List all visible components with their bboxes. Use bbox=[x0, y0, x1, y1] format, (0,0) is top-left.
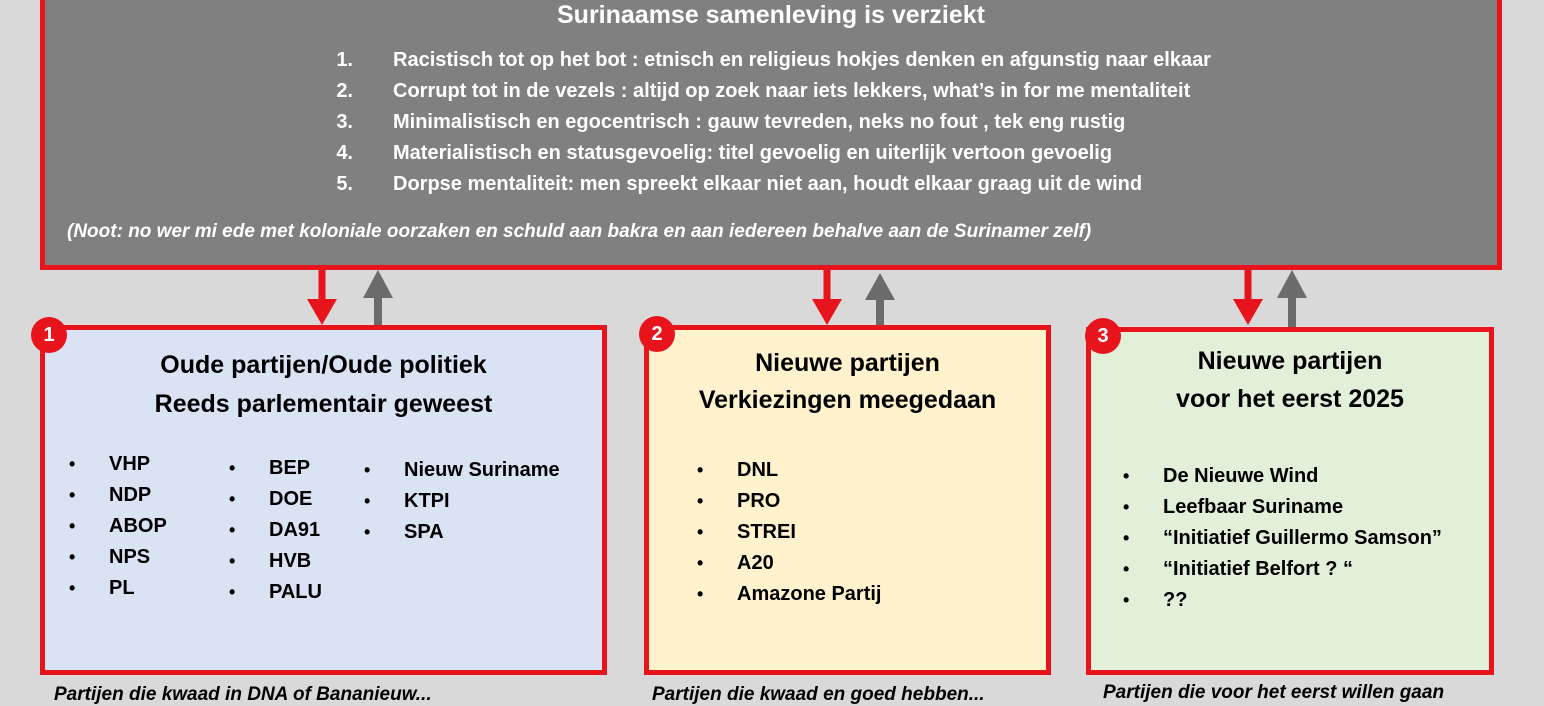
old-parties-box bbox=[40, 325, 607, 675]
problem-item-1: 1. Racistisch tot op het bot : etnisch en religieus hokjes denken en afgunstig naar elkaar bbox=[336, 49, 1211, 71]
caption-3: Partijen die voor het eerst willen gaan bbox=[1103, 682, 1445, 703]
new-parties-title-line1: Nieuwe partijen bbox=[755, 349, 940, 377]
first-time-title-line1: Nieuwe partijen bbox=[1197, 347, 1383, 375]
old-parties-title-line1: Oude partijen/Oude politiek bbox=[160, 351, 487, 379]
old-parties-list-col3 bbox=[364, 456, 560, 549]
list-item: • ?? bbox=[1123, 586, 1442, 617]
problem-item-4: 4. Materialistisch en statusgevoelig: titel gevoelig en uiterlijk vertoon gevoelig bbox=[336, 142, 1113, 164]
first-time-parties-box bbox=[1086, 327, 1494, 675]
list-item: • DA91 bbox=[229, 516, 322, 547]
badge-2: 2 bbox=[639, 316, 675, 352]
problem-item-2: 2. Corrupt tot in de vezels : altijd op zoek naar iets lekkers, what’s in for me mentaliteit bbox=[336, 80, 1191, 102]
arrow-down-3 bbox=[1233, 265, 1263, 325]
old-parties-title-line2: Reeds parlementair geweest bbox=[154, 390, 493, 418]
new-parties-list bbox=[697, 456, 881, 611]
list-item: • ABOP bbox=[69, 512, 167, 543]
list-item: • KTPI bbox=[364, 487, 560, 518]
list-item: • HVB bbox=[229, 547, 322, 578]
problem-item-3: 3. Minimalistisch en egocentrisch : gauw tevreden, neks no fout , tek eng rustig bbox=[336, 111, 1126, 133]
arrow-up-2 bbox=[865, 273, 895, 331]
list-item: • DNL bbox=[697, 456, 881, 487]
new-parties-title-line2: Verkiezingen meegedaan bbox=[698, 386, 997, 414]
list-item: • SPA bbox=[364, 518, 560, 549]
badge-3: 3 bbox=[1085, 318, 1121, 354]
problem-item-5: 5. Dorpse mentaliteit: men spreekt elkaar niet aan, houdt elkaar graag uit de wind bbox=[336, 173, 1143, 195]
caption-1: Partijen die kwaad in DNA of Bananieuw... bbox=[54, 684, 432, 705]
list-item: • VHP bbox=[69, 450, 167, 481]
arrow-up-1 bbox=[363, 270, 393, 325]
list-item: • PRO bbox=[697, 487, 881, 518]
list-item: • Amazone Partij bbox=[697, 580, 881, 611]
arrow-down-2 bbox=[812, 265, 842, 325]
list-item: • PALU bbox=[229, 578, 322, 609]
list-item: • “Initiatief Guillermo Samson” bbox=[1123, 524, 1442, 555]
list-item: • De Nieuwe Wind bbox=[1123, 462, 1442, 493]
caption-2: Partijen die kwaad en goed hebben... bbox=[652, 684, 985, 705]
list-item: • STREI bbox=[697, 518, 881, 549]
old-parties-list-col2 bbox=[229, 454, 322, 609]
list-item: • BEP bbox=[229, 454, 322, 485]
old-parties-list-col1 bbox=[69, 450, 167, 605]
first-time-parties-list bbox=[1123, 462, 1442, 617]
badge-1: 1 bbox=[31, 317, 67, 353]
arrow-down-1 bbox=[307, 265, 337, 325]
first-time-title-line2: voor het eerst 2025 bbox=[1176, 385, 1404, 413]
list-item: • NDP bbox=[69, 481, 167, 512]
list-item: • NPS bbox=[69, 543, 167, 574]
society-note: (Noot: no wer mi ede met koloniale oorzaken en schuld aan bakra en aan iedereen behalve aan de Surinamer zelf) bbox=[67, 221, 1092, 242]
arrow-up-3 bbox=[1277, 270, 1307, 327]
new-parties-participated-box bbox=[644, 325, 1051, 675]
list-item: • PL bbox=[69, 574, 167, 605]
list-item: • “Initiatief Belfort ? “ bbox=[1123, 555, 1442, 586]
list-item: • A20 bbox=[697, 549, 881, 580]
list-item: • DOE bbox=[229, 485, 322, 516]
list-item: • Leefbaar Suriname bbox=[1123, 493, 1442, 524]
list-item: • Nieuw Suriname bbox=[364, 456, 560, 487]
society-title: Surinaamse samenleving is verziekt bbox=[557, 1, 985, 29]
